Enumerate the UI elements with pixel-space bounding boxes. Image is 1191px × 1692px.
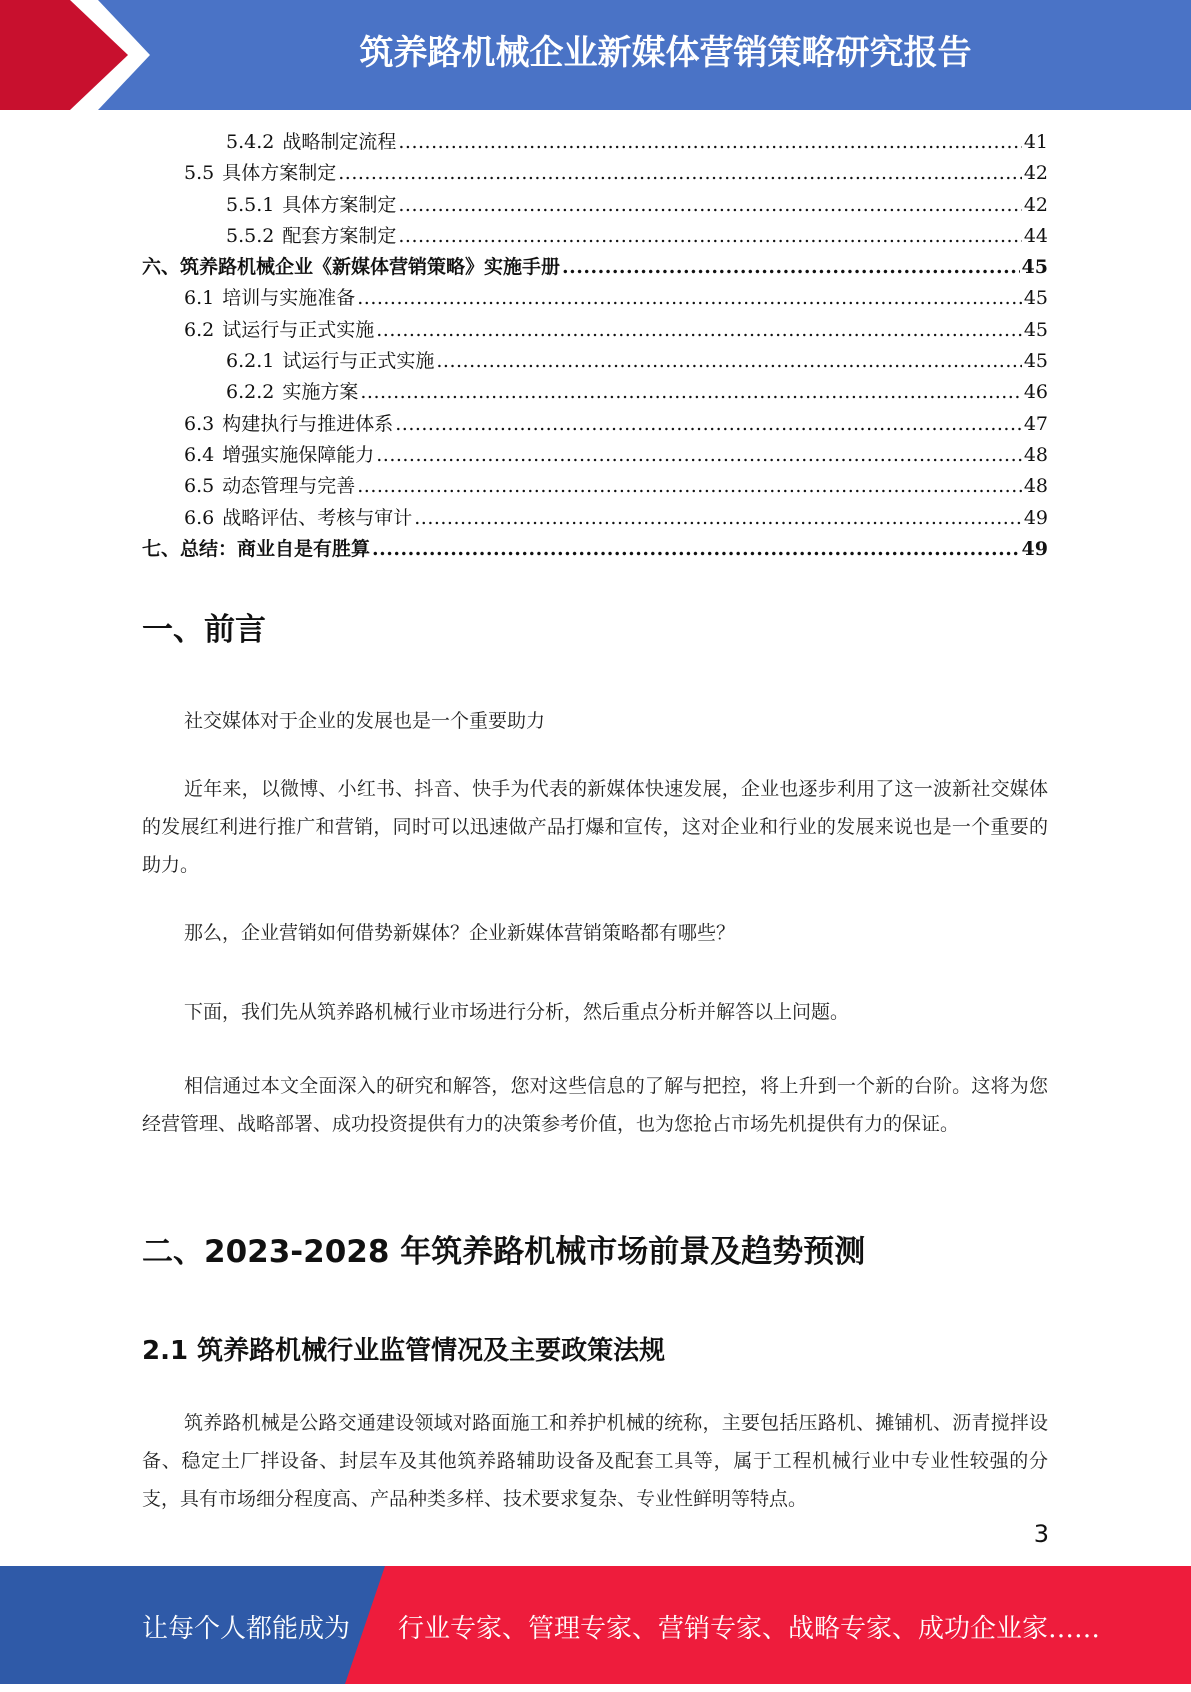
toc-dot-leader xyxy=(398,127,1021,158)
toc-entry-label: 六、筑养路机械企业《新媒体营销策略》实施手册 xyxy=(142,256,561,279)
paragraph: 相信通过本文全面深入的研究和解答，您对这些信息的了解与把控，将上升到一个新的台阶。这将为您经营管理、战略部署、成功投资提供有力的决策参考价值，也为您抢占市场先机提供有力的保证。 xyxy=(142,1075,1048,1135)
toc-entry-number: 5.5.1 xyxy=(226,193,275,216)
toc-entry-label: 试运行与正式实施 xyxy=(222,318,375,341)
toc-dot-leader xyxy=(562,252,1020,283)
toc-entry-label: 战略制定流程 xyxy=(282,131,397,153)
toc-dot-leader xyxy=(414,503,1022,534)
toc-entry-page: 48 xyxy=(1023,475,1048,498)
subsection-heading: 2.1 筑养路机械行业监管情况及主要政策法规 xyxy=(142,1336,666,1366)
toc-entry-label: 试运行与正式实施 xyxy=(282,350,435,373)
toc-entry-label: 具体方案制定 xyxy=(282,193,397,216)
paragraph: 下面，我们先从筑养路机械行业市场进行分析，然后重点分析并解答以上问题。 xyxy=(184,1001,850,1023)
toc-entry[interactable] xyxy=(142,471,1048,502)
toc-entry[interactable] xyxy=(142,283,1048,314)
toc-entry-number: 5.5 xyxy=(184,162,215,185)
footer-slogan-left: 让每个人都能成为 xyxy=(142,1614,351,1644)
toc-entry[interactable] xyxy=(142,158,1048,189)
paragraph: 那么，企业营销如何借势新媒体？企业新媒体营销策略都有哪些？ xyxy=(184,922,736,944)
toc-entry-page: 48 xyxy=(1023,443,1048,466)
toc-entry-number: 6.2.1 xyxy=(226,350,275,373)
header-arrow-decoration xyxy=(0,0,200,110)
toc-entry[interactable] xyxy=(142,221,1048,252)
toc-entry-page: 47 xyxy=(1023,412,1048,435)
toc-entry-page: 46 xyxy=(1023,381,1048,404)
toc-dot-leader xyxy=(360,377,1021,408)
toc-entry-page: 45 xyxy=(1023,287,1048,310)
toc-entry-label: 培训与实施准备 xyxy=(222,287,356,310)
toc-entry-number: 6.3 xyxy=(184,412,215,435)
toc-dot-leader xyxy=(357,471,1022,502)
toc-dot-leader xyxy=(436,346,1021,377)
toc-entry-label: 七、总结：商业自是有胜算 xyxy=(142,537,371,560)
footer-slogan-right: 行业专家、管理专家、营销专家、战略专家、成功企业家…… xyxy=(398,1614,1101,1644)
section-heading-preface: 一、前言 xyxy=(142,612,266,648)
toc-entry[interactable] xyxy=(142,534,1048,565)
paragraph: 近年来，以微博、小红书、抖音、快手为代表的新媒体快速发展，企业也逐步利用了这一波新社交媒体的发展红利进行推广和营销，同时可以迅速做产品打爆和宣传，这对企业和行业的发展来说也是一个重要的助力。 xyxy=(142,778,1048,876)
toc-dot-leader xyxy=(398,221,1021,252)
paragraph: 社交媒体对于企业的发展也是一个重要助力 xyxy=(184,710,546,732)
toc-entry-label: 构建执行与推进体系 xyxy=(222,412,394,435)
toc-dot-leader xyxy=(398,190,1021,221)
toc-entry-page: 49 xyxy=(1021,537,1048,560)
toc-entry[interactable] xyxy=(142,409,1048,440)
toc-entry-page: 44 xyxy=(1023,224,1048,247)
toc-dot-leader xyxy=(372,534,1020,565)
toc-entry-label: 动态管理与完善 xyxy=(222,475,356,498)
header-title: 筑养路机械企业新媒体营销策略研究报告 xyxy=(359,33,972,73)
toc-entry-label: 实施方案 xyxy=(282,381,359,404)
toc-entry[interactable] xyxy=(142,252,1048,283)
table-of-contents xyxy=(142,127,1048,565)
toc-entry-page: 49 xyxy=(1023,506,1048,529)
toc-entry-number: 6.6 xyxy=(184,506,215,529)
toc-entry-number: 6.5 xyxy=(184,475,215,498)
section-heading-market-outlook: 二、2023-2028 年筑养路机械市场前景及趋势预测 xyxy=(142,1234,866,1270)
toc-entry-page: 42 xyxy=(1023,193,1048,216)
toc-entry-number: 6.1 xyxy=(184,287,215,310)
toc-dot-leader xyxy=(376,440,1022,471)
toc-entry[interactable] xyxy=(142,503,1048,534)
toc-entry-number: 6.2 xyxy=(184,318,215,341)
toc-entry-page: 41 xyxy=(1023,131,1048,153)
toc-entry-page: 45 xyxy=(1023,350,1048,373)
toc-entry-number: 5.4.2 xyxy=(226,131,275,153)
toc-entry-number: 5.5.2 xyxy=(226,224,275,247)
toc-entry-label: 战略评估、考核与审计 xyxy=(222,506,413,529)
toc-dot-leader xyxy=(357,283,1022,314)
toc-entry-number: 6.2.2 xyxy=(226,381,275,404)
toc-entry[interactable] xyxy=(142,127,1048,158)
toc-dot-leader xyxy=(376,315,1022,346)
page-header xyxy=(0,0,1191,110)
page-footer xyxy=(0,1566,1191,1684)
toc-entry[interactable] xyxy=(142,315,1048,346)
toc-entry-page: 45 xyxy=(1021,256,1048,279)
toc-entry[interactable] xyxy=(142,346,1048,377)
toc-entry-label: 增强实施保障能力 xyxy=(222,443,375,466)
toc-entry[interactable] xyxy=(142,190,1048,221)
toc-entry-page: 42 xyxy=(1023,162,1048,185)
toc-entry[interactable] xyxy=(142,440,1048,471)
toc-dot-leader xyxy=(395,409,1022,440)
toc-entry[interactable] xyxy=(142,377,1048,408)
toc-entry-label: 配套方案制定 xyxy=(282,224,397,247)
toc-entry-label: 具体方案制定 xyxy=(222,162,337,185)
toc-entry-number: 6.4 xyxy=(184,443,215,466)
toc-dot-leader xyxy=(338,158,1022,189)
toc-entry-page: 45 xyxy=(1023,318,1048,341)
paragraph: 筑养路机械是公路交通建设领域对路面施工和养护机械的统称，主要包括压路机、摊铺机、沥青搅拌设备、稳定土厂拌设备、封层车及其他筑养路辅助设备及配套工具等，属于工程机械行业中专业性较强的分支，具有市场细分程度高、产品种类多样、技术要求复杂、专业性鲜明等特点。 xyxy=(142,1412,1048,1510)
page-number: 3 xyxy=(1033,1520,1049,1548)
